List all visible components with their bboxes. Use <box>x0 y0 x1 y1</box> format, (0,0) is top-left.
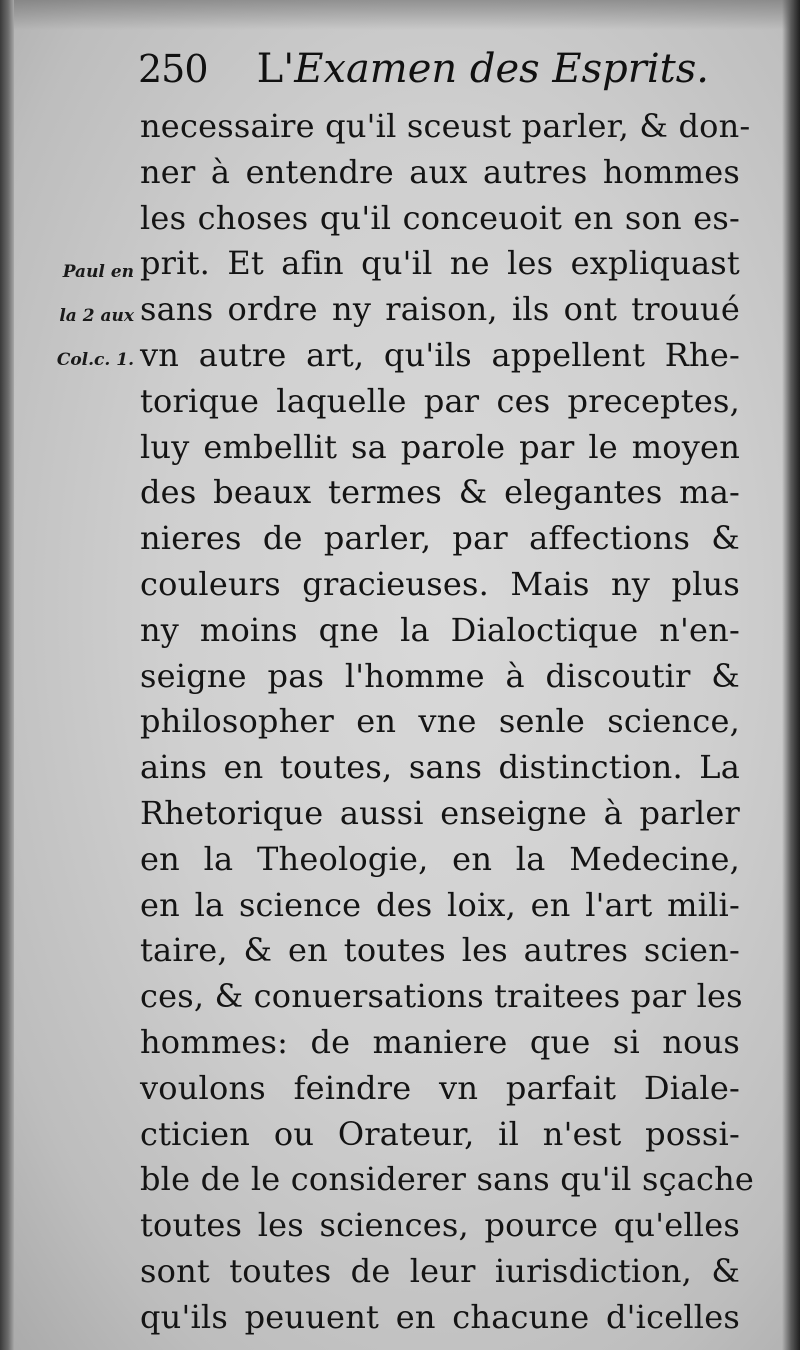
text-line: en la science des loix, en l'art mili- <box>140 885 740 924</box>
text-line: prit. Et afin qu'il ne les expliquast <box>140 244 740 283</box>
body-text <box>140 104 755 1341</box>
margin-note-line: Paul en <box>62 262 134 282</box>
running-title-prefix: L' <box>256 46 295 92</box>
page-header <box>138 46 709 92</box>
text-line: sont toutes de leur iurisdiction, & <box>140 1251 740 1290</box>
text-line: ble de le considerer sans qu'il sçache <box>140 1160 755 1199</box>
text-line: couleurs gracieuses. Mais ny plus <box>140 564 740 603</box>
text-line: nieres de parler, par affections & <box>140 519 740 558</box>
running-title <box>257 46 709 92</box>
page-number: 250 <box>138 47 208 91</box>
text-line: seigne pas l'homme à discoutir & <box>140 656 740 695</box>
text-line: vn autre art, qu'ils appellent Rhe- <box>140 335 740 374</box>
text-line: hommes: de maniere que si nous <box>140 1022 740 1061</box>
text-line: torique laquelle par ces preceptes, <box>140 381 740 420</box>
text-line: les choses qu'il conceuoit en son es- <box>140 198 740 237</box>
text-line: cticien ou Orateur, il n'est possi- <box>140 1114 740 1153</box>
text-line: des beaux termes & elegantes ma- <box>140 473 740 512</box>
text-line: luy embellit sa parole par le moyen <box>140 427 740 466</box>
text-line: Rhetorique aussi enseigne à parler <box>140 793 740 832</box>
text-line: ces, & conuersations traitees par les <box>140 977 743 1016</box>
text-line: ains en toutes, sans distinction. La <box>140 748 740 787</box>
text-line: toutes les sciences, pource qu'elles <box>140 1206 740 1245</box>
text-line: philosopher en vne senle science, <box>140 702 740 741</box>
page-right-edge <box>782 0 800 1350</box>
text-line: ny moins qne la Dialoctique n'en- <box>140 610 740 649</box>
margin-note-line: la 2 aux <box>59 306 134 326</box>
text-line: voulons feindre vn parfait Diale- <box>140 1068 740 1107</box>
text-line: taire, & en toutes les autres scien- <box>140 931 740 970</box>
running-title-text: Examen des Esprits. <box>294 46 709 92</box>
text-line: en la Theologie, en la Medecine, <box>140 839 740 878</box>
text-line: qu'ils peuuent en chacune d'icelles <box>140 1297 740 1336</box>
text-line: necessaire qu'il sceust parler, & don- <box>140 107 751 145</box>
text-line: ner à entendre aux autres hommes <box>140 152 740 191</box>
text-line: sans ordre ny raison, ils ont trouué <box>140 290 740 329</box>
margin-note-line: Col.c. 1. <box>56 350 134 370</box>
margin-note <box>8 250 138 382</box>
page-top-shadow <box>0 0 800 30</box>
binding-edge <box>0 0 14 1350</box>
